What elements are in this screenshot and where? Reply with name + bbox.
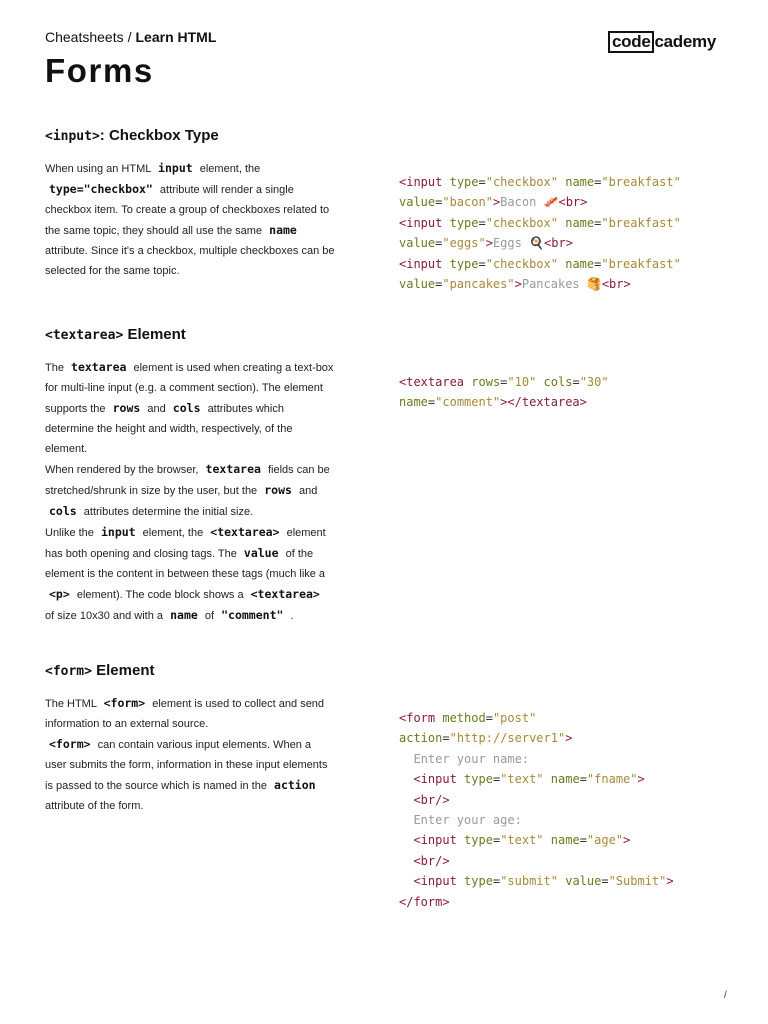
eggs-emoji-icon: 🍳 <box>529 236 545 251</box>
code-token: name <box>565 256 595 271</box>
code-token: <input <box>399 256 443 271</box>
code-token: "fname" <box>586 772 638 787</box>
code-token: name <box>550 772 580 787</box>
code-token: > <box>492 195 501 210</box>
inline-code: rows <box>264 483 292 497</box>
text: The HTML <box>45 698 97 710</box>
code-token: name <box>565 215 595 230</box>
text: element has both opening and closing tags. The <box>45 527 326 560</box>
code-token: <form <box>399 711 436 725</box>
code-token: "bacon" <box>442 195 493 210</box>
inline-code: <textarea> <box>210 525 280 539</box>
inline-code: input <box>100 525 136 539</box>
text: element, the <box>142 527 204 539</box>
text: attribute. Since it's a checkbox, multiple checkboxes can be selected for the same topic. <box>45 245 335 277</box>
code-token: "breakfast" <box>601 215 681 230</box>
code-token: "text" <box>500 833 544 848</box>
code-token: name <box>399 395 428 410</box>
code-token: > <box>565 731 573 746</box>
textarea-paragraph-1 <box>45 357 335 459</box>
checkbox-description <box>45 158 335 281</box>
code-token: > <box>485 236 493 251</box>
code-token: ></textarea> <box>500 395 587 410</box>
inline-code: value <box>243 546 279 560</box>
text: of size 10x30 and with a <box>45 610 164 622</box>
code-token: <input <box>399 175 443 189</box>
text: of the element is the content in between these tags (much like a <box>45 548 326 580</box>
code-token: "checkbox" <box>485 215 558 230</box>
code-token: "post" <box>492 711 537 725</box>
code-token: name <box>550 833 580 848</box>
code-token: "comment" <box>435 395 501 410</box>
page-title: Forms <box>45 52 154 89</box>
inline-code: <form> <box>49 737 91 751</box>
inline-code: "comment" <box>221 608 284 622</box>
bacon-emoji-icon: 🥓 <box>543 195 559 210</box>
code-token: "submit" <box>500 874 558 889</box>
code-token: cols <box>543 375 573 389</box>
inline-code: cols <box>49 504 77 518</box>
section-title-code: <form> <box>45 664 92 679</box>
checkbox-paragraph <box>45 158 335 281</box>
pancakes-emoji-icon: 🥞 <box>586 277 602 292</box>
code-token: "text" <box>500 772 544 787</box>
code-token: value <box>399 277 436 292</box>
code-token: > <box>623 833 631 848</box>
code-token: Enter your name: <box>413 751 530 766</box>
code-token: type <box>464 772 493 787</box>
code-token: > <box>514 277 522 292</box>
inline-code: name <box>170 608 198 622</box>
code-token: <br> <box>558 195 588 210</box>
inline-code: <p> <box>49 587 70 601</box>
text: attribute will render a single checkbox item. To create a group of checkboxes related to the same topic, they should all use the same <box>45 184 330 237</box>
form-paragraph-2 <box>45 734 335 816</box>
textarea-paragraph-3 <box>45 522 335 626</box>
text: of <box>204 610 215 622</box>
code-token: action <box>399 731 443 746</box>
code-token: value <box>399 236 436 251</box>
section-title-text: Element <box>123 326 186 343</box>
textarea-description <box>45 357 335 626</box>
code-token: <input <box>399 215 443 230</box>
breadcrumb-parent-link[interactable]: Cheatsheets <box>45 29 124 45</box>
code-token: <br/> <box>413 792 450 807</box>
text: and <box>299 485 318 497</box>
code-token: "Submit" <box>608 874 667 889</box>
breadcrumb <box>45 29 216 45</box>
form-code-block: <form method="post" action="http://server1"> Enter your name: <input type="text" name="fname"> <br/> Enter your age: <input type="text" name="age"> <br/> <input type="submit" value="Submit"> </form> <box>399 711 674 909</box>
inline-code: <textarea> <box>250 587 320 601</box>
code-token: <input <box>413 874 457 889</box>
section-title-code: <input> <box>45 129 100 144</box>
inline-code: type="checkbox" <box>49 182 153 196</box>
section-title-textarea <box>45 326 186 343</box>
section-title-code: <textarea> <box>45 328 124 343</box>
checkbox-code-block: <input type="checkbox" name="breakfast" value="bacon">Bacon 🥓<br> <input type="checkbox" name="breakfast" value="eggs">Eggs 🍳<br> <input type="checkbox" name="breakfast" value="pancakes">Pancakes 🥞<br> <box>399 175 681 292</box>
text: element is used when creating a text-box for multi-line input (e.g. a comment section). The element supports the <box>45 362 334 415</box>
code-token: "http://server1" <box>449 731 566 746</box>
code-token: rows <box>471 375 501 389</box>
code-token: <br> <box>601 277 631 292</box>
text: . <box>290 610 294 622</box>
text: When rendered by the browser, <box>45 464 199 476</box>
code-token: </form> <box>399 894 450 909</box>
logo-rest: cademy <box>654 32 717 51</box>
code-token: "breakfast" <box>601 256 681 271</box>
text: element). The code block shows a <box>76 589 244 601</box>
text: fields can be stretched/shrunk in size by the user, but the <box>45 464 330 497</box>
codecademy-logo[interactable] <box>608 31 716 53</box>
inline-code: rows <box>112 401 141 415</box>
code-token: > <box>637 772 645 787</box>
section-title-checkbox <box>45 127 219 144</box>
code-token: value <box>565 874 602 889</box>
code-token: type <box>449 175 479 189</box>
logo-boxed-part: code <box>608 31 654 53</box>
code-token: "checkbox" <box>485 175 558 189</box>
code-token: name <box>565 175 595 189</box>
section-title-text: Element <box>91 662 155 679</box>
code-token: method <box>442 711 486 725</box>
page-number: / <box>724 990 727 1001</box>
code-token: value <box>399 195 436 210</box>
code-token: Bacon <box>500 195 544 210</box>
form-description <box>45 693 335 816</box>
text: can contain various input elements. When a user submits the form, information in these input elements is passed to the source which is named in the <box>45 739 328 792</box>
inline-code: textarea <box>71 360 127 374</box>
code-token: <textarea <box>399 375 465 389</box>
inline-code: name <box>269 223 297 237</box>
code-token: <input <box>413 833 457 848</box>
breadcrumb-current[interactable]: Learn HTML <box>135 29 217 45</box>
code-token: <input <box>413 772 457 787</box>
form-paragraph-1 <box>45 693 335 734</box>
code-token: type <box>464 833 493 848</box>
text: Unlike the <box>45 527 94 539</box>
code-token: "eggs" <box>442 236 486 251</box>
text: attributes which determine the height and width, respectively, of the element. <box>45 403 293 455</box>
inline-code: textarea <box>205 462 261 476</box>
breadcrumb-separator: / <box>127 29 132 45</box>
code-token: "checkbox" <box>485 256 558 271</box>
text: When using an HTML <box>45 163 151 175</box>
code-token: "pancakes" <box>442 277 515 292</box>
code-token: type <box>464 874 493 889</box>
section-title-text: : Checkbox Type <box>99 127 219 144</box>
code-token: Eggs <box>492 236 530 251</box>
text: attribute of the form. <box>45 800 144 812</box>
textarea-paragraph-2 <box>45 459 335 522</box>
code-token: type <box>449 256 479 271</box>
text: attributes determine the initial size. <box>83 506 254 518</box>
inline-code: input <box>158 161 193 175</box>
textarea-code-block: <textarea rows="10" cols="30" name="comment"></textarea> <box>399 375 609 410</box>
code-token: "breakfast" <box>601 175 681 189</box>
code-token: "30" <box>579 375 609 389</box>
code-token: "age" <box>586 833 624 848</box>
text: and <box>147 403 166 415</box>
code-token: "10" <box>507 375 537 389</box>
code-token: Pancakes <box>521 277 587 292</box>
code-token: Enter your age: <box>413 813 522 828</box>
code-token: <br> <box>544 236 573 251</box>
text: element, the <box>199 163 261 175</box>
section-title-form <box>45 662 155 679</box>
code-token: <br/> <box>413 853 450 868</box>
text: element is used to collect and send information to an external source. <box>45 698 325 730</box>
inline-code: <form> <box>103 696 146 710</box>
inline-code: action <box>274 778 316 792</box>
inline-code: cols <box>172 401 201 415</box>
code-token: type <box>449 215 479 230</box>
text: The <box>45 362 64 374</box>
code-token: > <box>666 874 674 889</box>
